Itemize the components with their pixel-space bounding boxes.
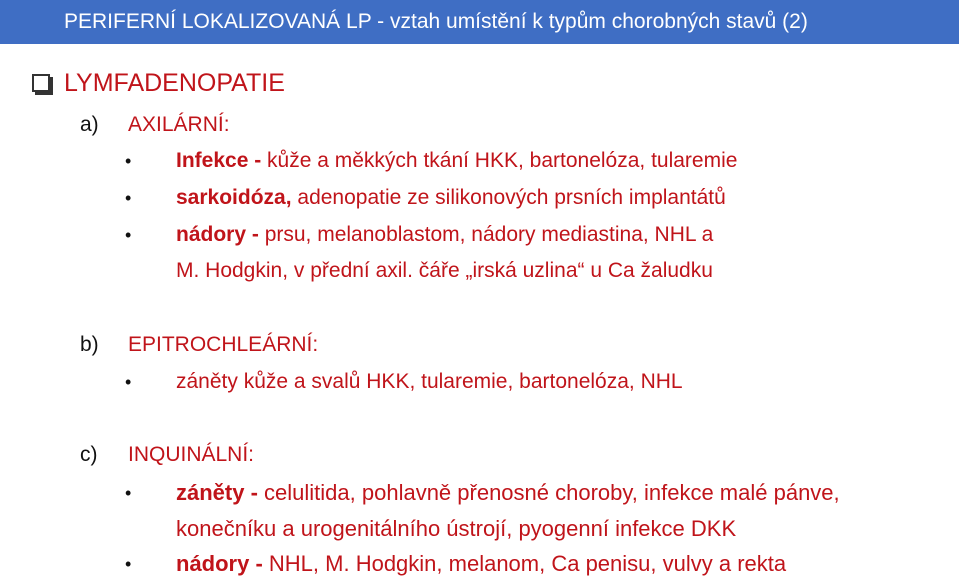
bullet-icon: • — [125, 225, 132, 245]
item-text: kůže a měkkých tkání HKK, bartonelóza, tularemie — [267, 149, 738, 172]
main-heading — [32, 66, 285, 100]
bullet-icon: • — [125, 188, 132, 208]
section-title: INQUINÁLNÍ: — [128, 443, 255, 466]
item-strong: sarkoidóza, — [176, 186, 298, 209]
item-strong: Infekce - — [176, 149, 268, 172]
section-axilarni — [80, 110, 230, 140]
slide-title: PERIFERNÍ LOKALIZOVANÁ LP - vztah umístění k typům chorobných stavů (2) — [0, 0, 959, 44]
item-text: NHL, M. Hodgkin, melanom, Ca penisu, vulvy a rekta — [268, 551, 787, 576]
item-strong: záněty - — [176, 480, 265, 505]
bullet-icon: • — [125, 554, 132, 574]
item-text: záněty kůže a svalů HKK, tularemie, bartonelóza, NHL — [176, 370, 683, 393]
item-strong: nádory - — [176, 551, 269, 576]
bullet-icon: • — [125, 372, 132, 392]
section-epitrochlearni — [80, 330, 318, 360]
bullet-icon: • — [125, 151, 132, 171]
section-marker: a) — [80, 113, 99, 136]
item-continuation: konečníku a urogenitálního ústrojí, pyogenní infekce DKK — [176, 516, 737, 541]
item-continuation: M. Hodgkin, v přední axil. čáře „irská uzlina“ u Ca žaludku — [176, 259, 713, 282]
section-title: AXILÁRNÍ: — [128, 113, 230, 136]
item-text: prsu, melanoblastom, nádory mediastina, NHL a — [264, 223, 714, 246]
main-heading-label: LYMFADENOPATIE — [64, 68, 285, 97]
item-text: celulitida, pohlavně přenosné choroby, infekce malé pánve, — [264, 480, 840, 505]
section-marker: b) — [80, 333, 99, 356]
section-title: EPITROCHLEÁRNÍ: — [128, 333, 319, 356]
bullet-icon: • — [125, 483, 132, 503]
section-marker: c) — [80, 443, 98, 466]
checkbox-icon — [32, 74, 50, 92]
item-text: adenopatie ze silikonových prsních implantátů — [297, 186, 726, 209]
item-strong: nádory - — [176, 223, 265, 246]
section-inquinalni — [80, 440, 254, 470]
